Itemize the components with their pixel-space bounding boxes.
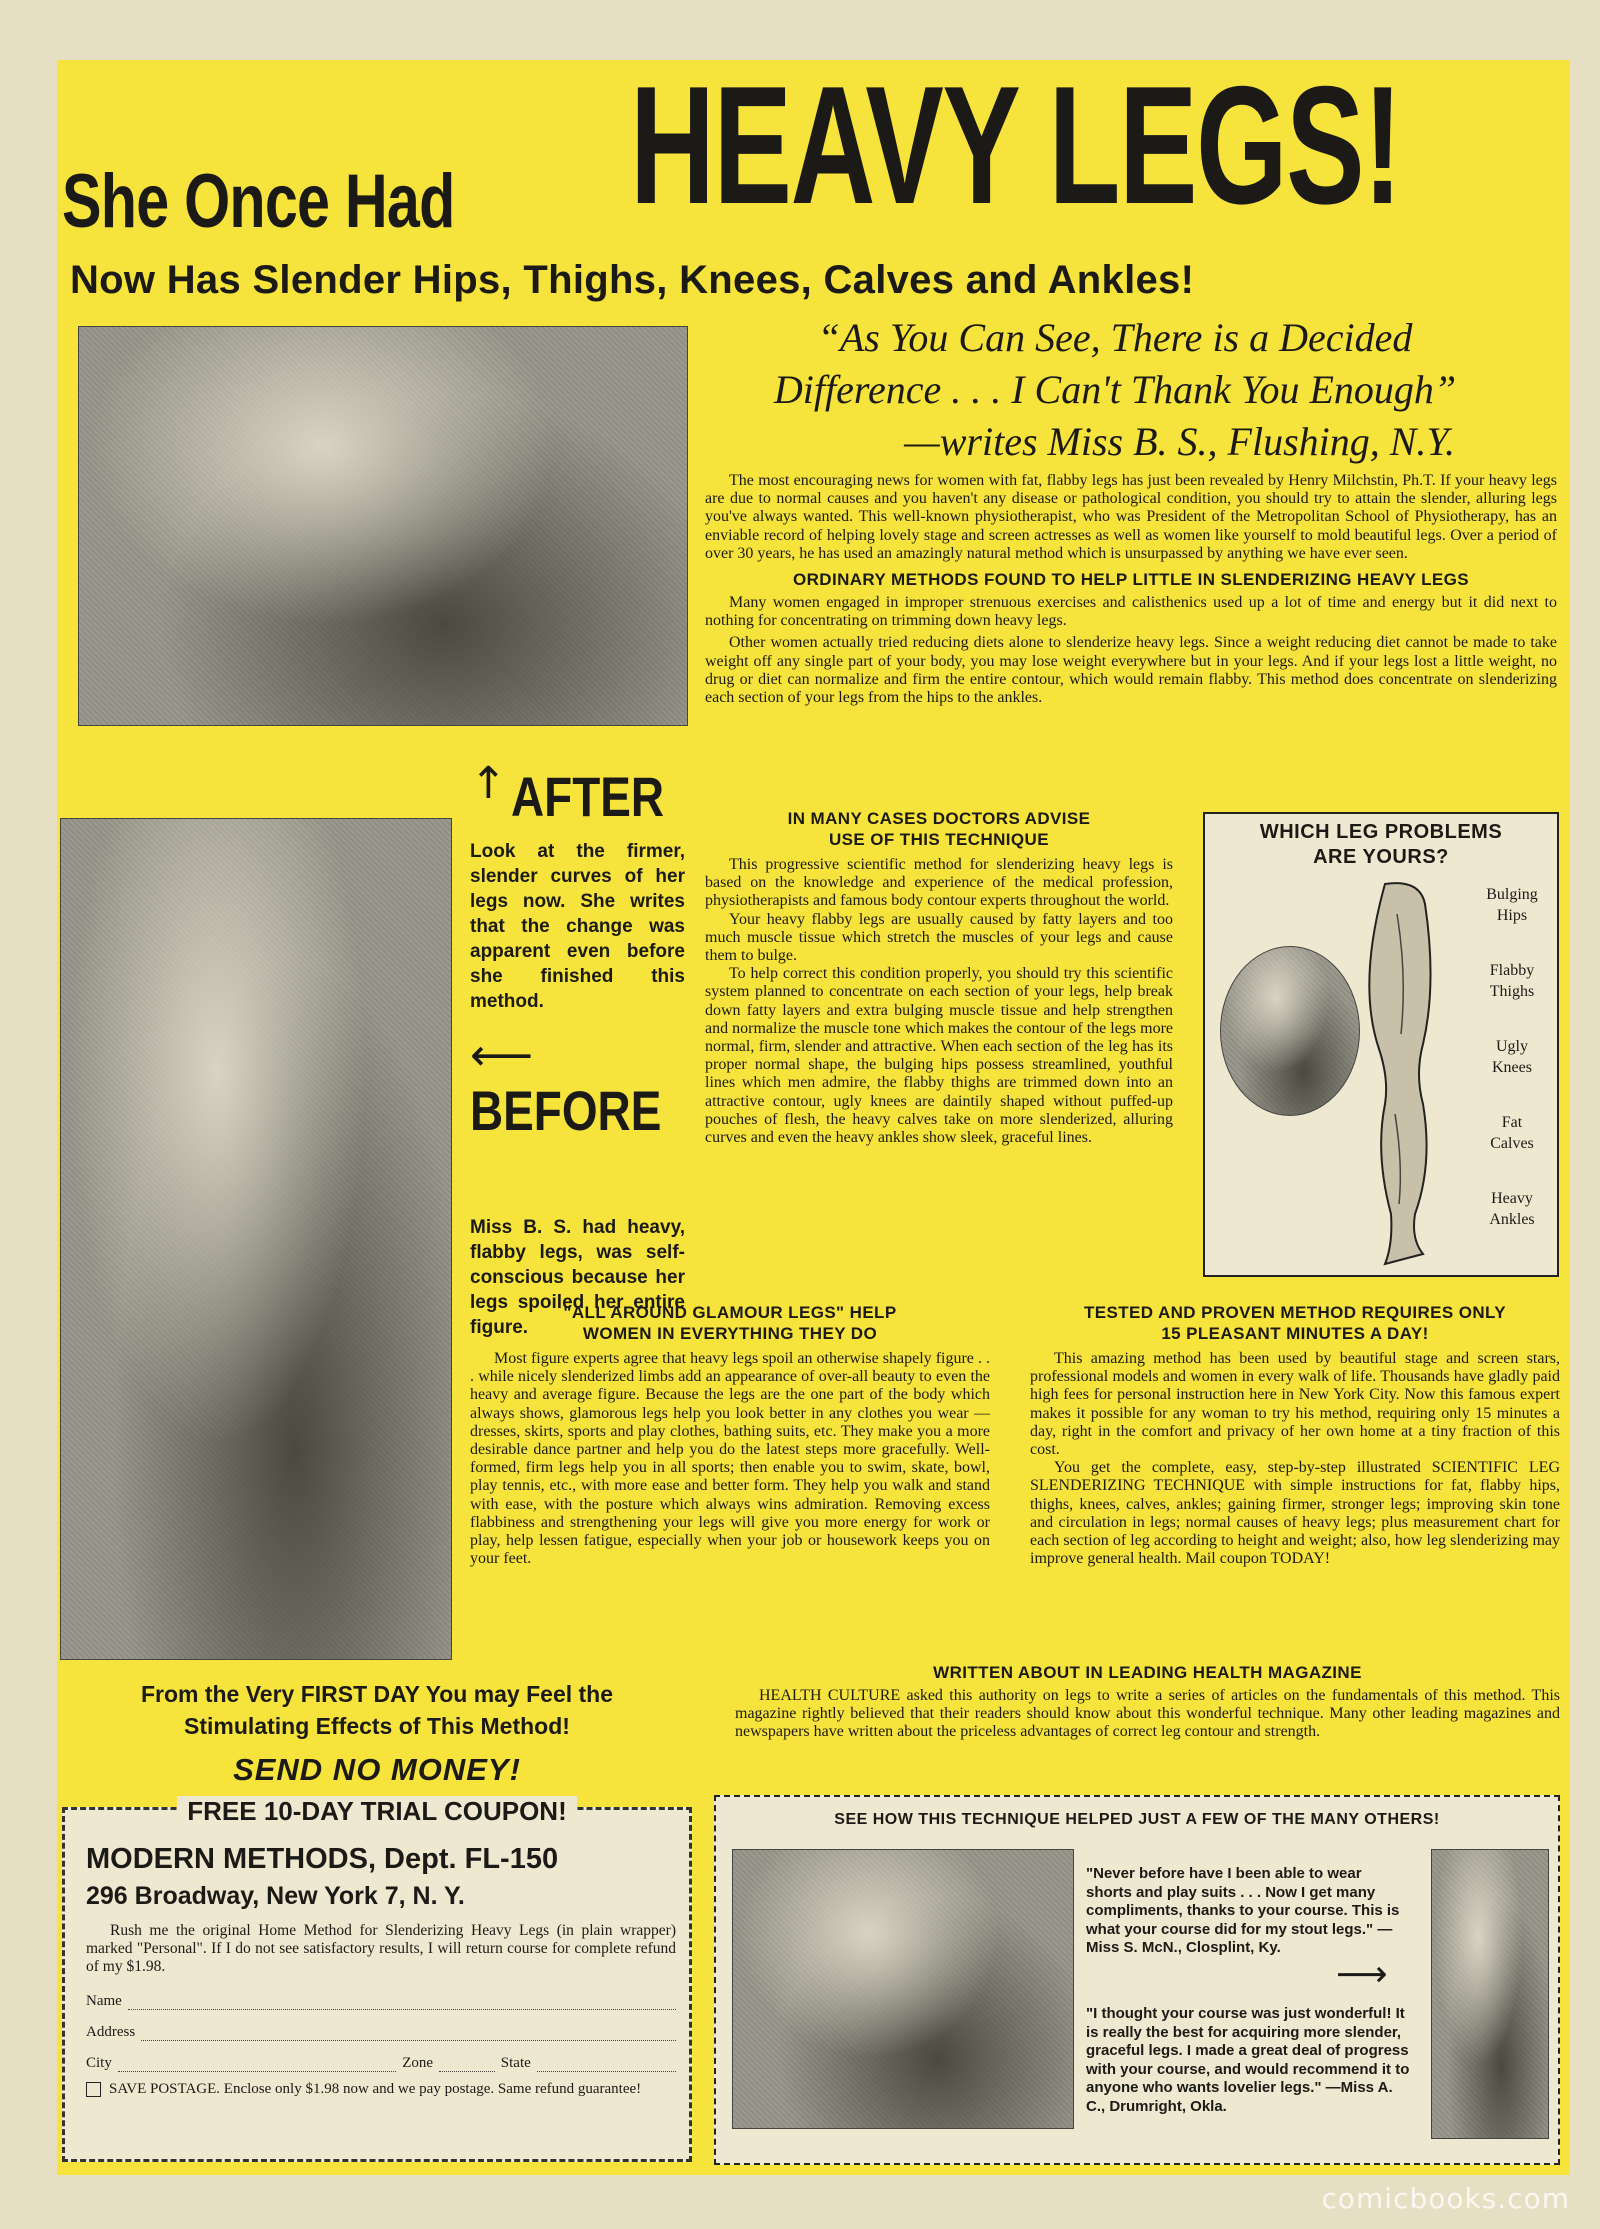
before-label: BEFORE (470, 1079, 662, 1142)
address-field[interactable]: Address (86, 2024, 676, 2041)
before-photo (60, 818, 452, 1660)
testimonial-photo-1 (732, 1849, 1074, 2129)
glamour-heading-1: "ALL AROUND GLAMOUR LEGS" HELP (563, 1303, 897, 1322)
leg-illustration (1345, 874, 1465, 1274)
problems-list (1467, 884, 1557, 1264)
testimonial-2: "I thought your course was just wonderful! It is really the best for acquiring more slender, graceful legs. I made a great deal of progress with your course, and would recommend it to anyone who wants lovelier legs." —Miss A. C., Drumright, Okla. (1086, 2005, 1410, 2115)
doctors-section (705, 808, 1173, 1147)
save-postage-option[interactable] (86, 2080, 676, 2098)
before-text: Miss B. S. had heavy, flabby legs, was self-conscious because her legs spoiled her entire figure. (470, 1217, 685, 1338)
headline-main: HEAVY LEGS! (630, 51, 1401, 239)
glamour-paragraph: Most figure experts agree that heavy legs spoil an otherwise shapely figure . . . while nicely slenderized limbs add an appearance of over-all beauty to even the heavy and average figure. Because the legs are the one part of the body which always shows, glamorous legs help you look better in any clothes you wear — dresses, skirts, sports and play clothes, bathing suits, etc. They make you a more desirable dance partner and help you do the latest steps more gracefully. Well-formed, firm legs help you in all sports; then enable you to swim, skate, bowl, play tennis, etc., with more ease and better form. They help you walk and stand with ease, with the posture which always wins admiration. Removing excess flabbiness and strengthening your legs will give you more energy for work or play, help lessen fatigue, especially when your job or housework keeps you on your feet. (470, 1350, 990, 1568)
testimonials-box (714, 1795, 1560, 2165)
tested-heading-1: TESTED AND PROVEN METHOD REQUIRES ONLY (1084, 1303, 1506, 1322)
ordinary-methods-heading: ORDINARY METHODS FOUND TO HELP LITTLE IN SLENDERIZING HEAVY LEGS (792, 570, 1470, 590)
magazine-section (735, 1662, 1560, 1742)
problem-item-hips: Bulging Hips (1486, 886, 1538, 924)
quote-byline: —writes Miss B. S., Flushing, N.Y. (904, 419, 1455, 464)
doctors-paragraph-1: This progressive scientific method for slenderizing heavy legs is based on the knowledge and experience of the medical profession, physiotherapists and famous body contour experts throughout the world. (705, 856, 1173, 910)
problems-title-1: WHICH LEG PROBLEMS (1259, 821, 1503, 843)
site-watermark: comicbooks.com (1321, 2182, 1570, 2215)
tested-heading-2: 15 PLEASANT MINUTES A DAY! (1161, 1324, 1429, 1343)
problem-item-calves: Fat Calves (1490, 1114, 1534, 1152)
subheadline: Now Has Slender Hips, Thighs, Knees, Calves and Ankles! (70, 258, 1195, 302)
before-caption (470, 1030, 685, 1340)
right-arrow-icon: ⟶ (1336, 1954, 1388, 1995)
ordinary-paragraph-2: Other women actually tried reducing diets alone to slenderize heavy legs. Since a weight reducing diet cannot be made to take weight off any single part of your body, you may lose weight everywhere but in your legs. And if your legs lost a little weight, no drug or diet can normalize and firm the entire contour, which would remain flabby. This method does concentrate on slenderizing each section of your legs from the hips to the ankles. (705, 634, 1557, 707)
magazine-paragraph: HEALTH CULTURE asked this authority on legs to write a series of articles on the fundamentals of this method. This magazine rightly believed that their readers should know about this wonderful technique. Many other leading magazines and newspapers have written about the priceless advantages of correct leg contour and strength. (735, 1687, 1560, 1741)
coupon-company: MODERN METHODS, Dept. FL-150 (86, 1843, 559, 1875)
quote-line-2: Difference . . . I Can't Thank You Enough” (773, 367, 1457, 412)
first-day-callout (62, 1678, 692, 1788)
problem-item-thighs: Flabby Thighs (1489, 962, 1535, 1000)
send-no-money: SEND NO MONEY! (233, 1752, 521, 1787)
coupon-body (86, 1840, 676, 2098)
tested-section (1030, 1302, 1560, 1568)
name-field[interactable]: Name (86, 1993, 676, 2010)
problems-title-2: ARE YOURS? (1313, 846, 1449, 868)
headline-prefix: She Once Had (62, 159, 455, 244)
first-day-line-1: From the Very FIRST DAY You may Feel the (140, 1681, 614, 1707)
problem-item-knees: Ugly Knees (1492, 1038, 1532, 1076)
after-label: AFTER (510, 765, 664, 828)
doctors-heading-2: USE OF THIS TECHNIQUE (829, 830, 1049, 849)
doctors-paragraph-2: Your heavy flabby legs are usually caused by fatty layers and too much muscle tissue which stretch the muscles of your legs and cause them to bulge. (705, 910, 1173, 965)
left-arrow-icon: ⟵ (470, 1030, 534, 1081)
testimonial-1: "Never before have I been able to wear shorts and play suits . . . Now I get many compliments, thanks to your course. This is what your course did for my stout legs." —Miss S. McN., Closplint, Ky. (1086, 1865, 1400, 1956)
doctors-heading-1: IN MANY CASES DOCTORS ADVISE (787, 809, 1091, 828)
magazine-heading: WRITTEN ABOUT IN LEADING HEALTH MAGAZINE (933, 1663, 1362, 1682)
problem-item-ankles: Heavy Ankles (1489, 1190, 1535, 1228)
doctors-paragraph-3: To help correct this condition properly, you should try this scientific system planned to concentrate on each section of your legs, help break down fatty layers and extra bulging muscle tissue and help strengthen and normalize the muscle tone which makes the contour of the legs more normal, firm, slender and attractive. When each section of the leg has its proper normal shape, the bulging hips possess streamlined, youthful lines which men admire, the flabby thighs are trimmed down into an attractive contour, ugly knees are daintily shaped without puffed-up pouches of flesh, the heavy calves take on more slenderized, alluring curves and even the heavy ankles show sleek, graceful lines. (705, 965, 1173, 1147)
quote-line-1: “As You Can See, There is a Decided (817, 315, 1413, 360)
glamour-section (470, 1302, 990, 1568)
tested-paragraph-1: This amazing method has been used by beautiful stage and screen stars, professional models and women in every walk of life. Thousands have gladly paid high fees for personal instruction here in New York City. Now this famous expert makes it possible for any woman to try his method, requiring only 15 minutes a day, right in the comfort and privacy of her own home at a tiny fraction of this cost. (1030, 1350, 1560, 1459)
intro-column (705, 472, 1557, 707)
testimonials-title: SEE HOW THIS TECHNIQUE HELPED JUST A FEW OF THE MANY OTHERS! (834, 1811, 1440, 1828)
coupon-title: FREE 10-DAY TRIAL COUPON! (62, 1796, 692, 1827)
coupon-address: 296 Broadway, New York 7, N. Y. (86, 1882, 465, 1910)
coupon-text: Rush me the original Home Method for Slenderizing Heavy Legs (in plain wrapper) marked "Personal". If I do not see satisfactory results, I will return course for complete refund of my $1.98. (86, 1922, 676, 1976)
after-photo (78, 326, 688, 726)
ordinary-paragraph-1: Many women engaged in improper strenuous exercises and calisthenics used up a lot of time and energy but it did next to nothing for concentrating on trimming down heavy legs. (705, 594, 1557, 630)
tested-paragraph-2: You get the complete, easy, step-by-step illustrated SCIENTIFIC LEG SLENDERIZING TECHNIQUE with simple instructions for fat, flabby hips, thighs, knees, calves, ankles; gaining firmer, stronger legs; improving skin tone and circulation in legs; normal causes of heavy legs; plus measurement chart for each section of leg according to height and weight; also, how leg slenderizing may improve general health. Mail coupon TODAY! (1030, 1459, 1560, 1568)
testimonial-photo-2 (1431, 1849, 1549, 2139)
city-zone-state-fields[interactable]: City Zone State (86, 2055, 676, 2072)
intro-paragraph: The most encouraging news for women with fat, flabby legs has just been revealed by Henry Milchstin, Ph.T. If your heavy legs are due to normal causes and you haven't any disease or pathological condition, you should try to attain the slender, alluring legs you've always wanted. This well-known physiotherapist, who was President of the Metropolitan School of Physiotherapy, has an enviable record of helping lovely stage and screen actresses as well as women like yourself to mold beautiful legs. Over a period of over 30 years, he has used an amazingly natural method which is unsurpassed by anything we have ever seen. (705, 472, 1557, 562)
first-day-line-2: Stimulating Effects of This Method! (184, 1713, 570, 1739)
save-postage-checkbox[interactable] (86, 2082, 101, 2097)
after-caption (470, 758, 685, 1014)
testimonial-quote (715, 312, 1515, 468)
after-text: Look at the firmer, slender curves of her legs now. She writes that the change was apparent even before she finished this method. (470, 841, 685, 1012)
doctor-portrait (1220, 946, 1360, 1116)
save-postage-text: SAVE POSTAGE. Enclose only $1.98 now and we pay postage. Same refund guarantee! (109, 2080, 642, 2097)
up-arrow-icon: ↑ (470, 758, 507, 809)
leg-problems-box (1203, 812, 1559, 1277)
glamour-heading-2: WOMEN IN EVERYTHING THEY DO (582, 1324, 878, 1343)
